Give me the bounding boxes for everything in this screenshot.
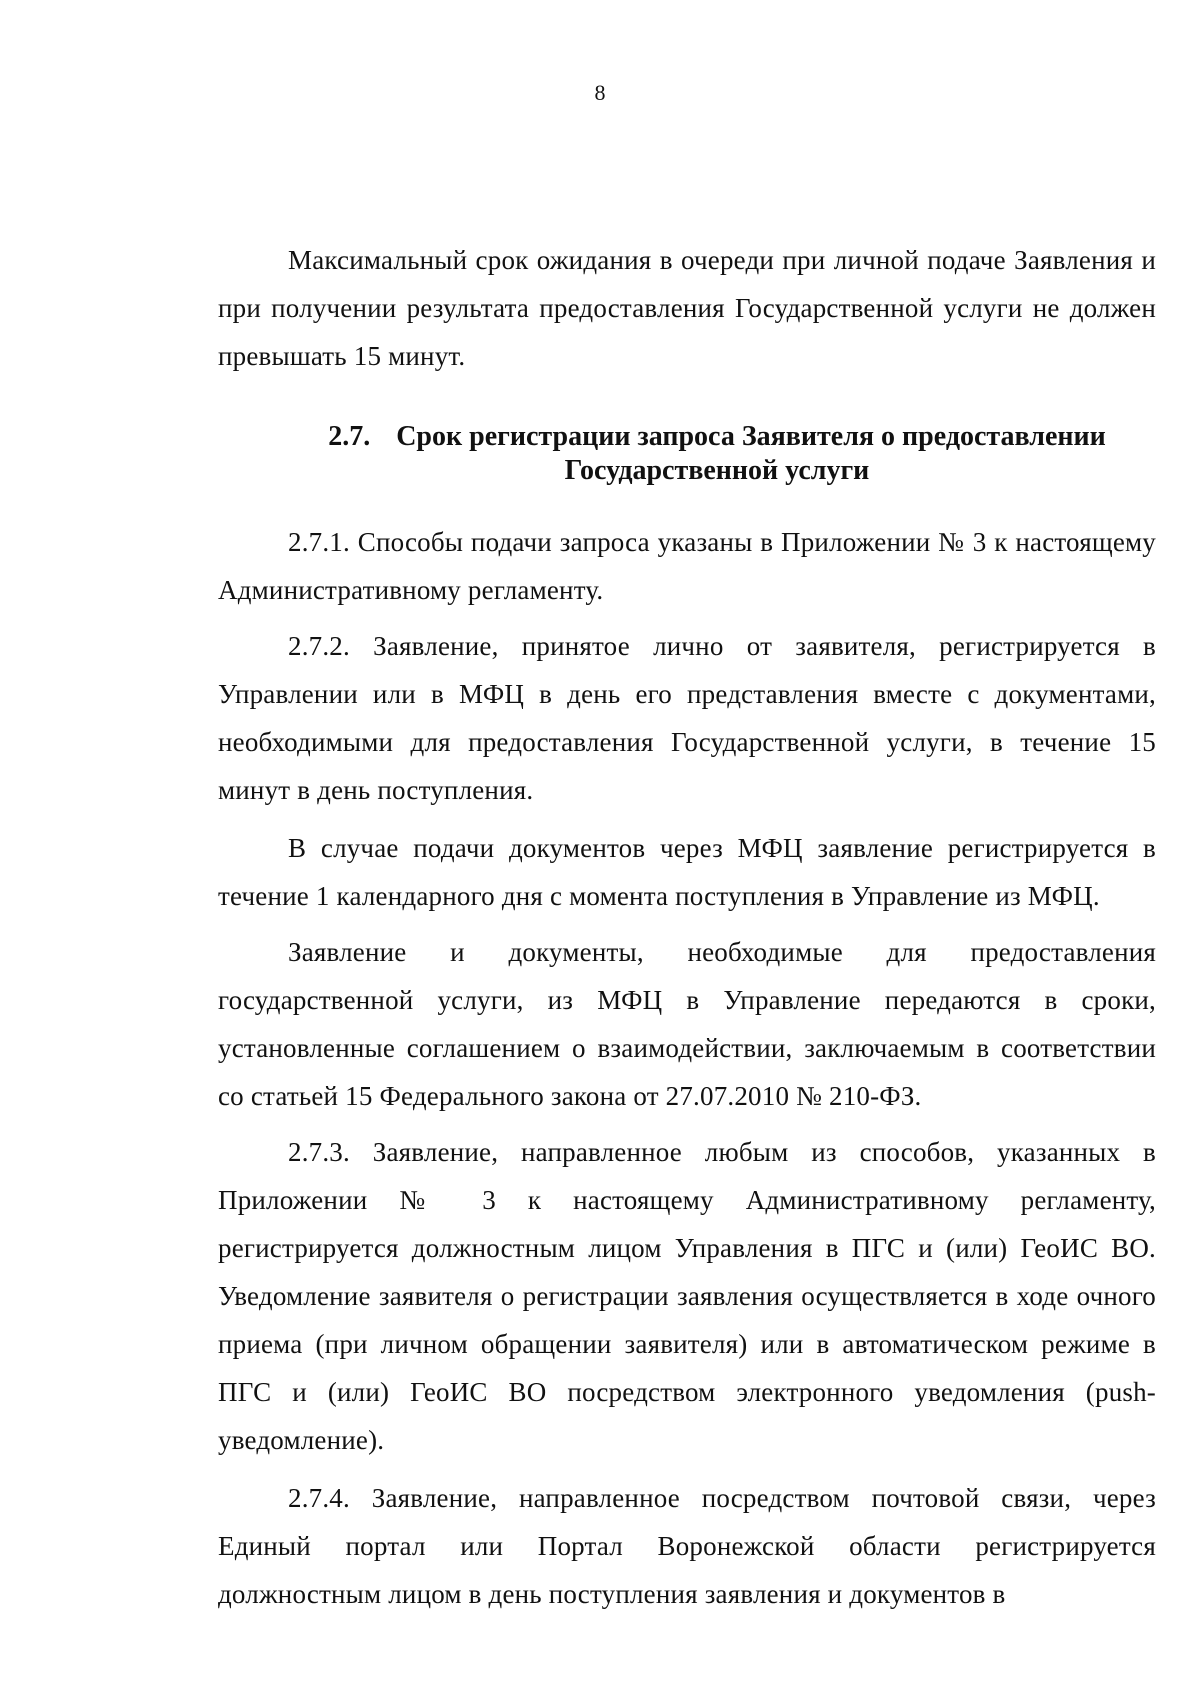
paragraph-mfc-registration: В случае подачи документов через МФЦ заявление регистрируется в течение 1 календарного дня с момента поступления в Управление из МФЦ. [218,833,1156,911]
paragraph-2-7-2: 2.7.2. Заявление, принятое лично от заявителя, регистрируется в Управлении или в МФЦ в день его представления вместе с документами, необходимыми для предоставления Государственной услуги, в течение 15 минут в день поступления. [218,631,1156,805]
section-heading-2-7 [218,420,1156,488]
paragraph-2-7-4: 2.7.4. Заявление, направленное посредством почтовой связи, через Единый портал или Портал Воронежской области регистрируется должностным лицом в день поступления заявления и документов в [218,1483,1156,1609]
document-body [218,236,1156,1618]
page-number: 8 [594,80,606,105]
section-title-line1: Срок регистрации запроса Заявителя о предоставлении [396,421,1106,452]
paragraph-max-wait-time: Максимальный срок ожидания в очереди при личной подаче Заявления и при получении результата предоставления Государственной услуги не должен превышать 15 минут. [218,245,1156,371]
section-number: 2.7. [328,421,371,452]
paragraph-2-7-3: 2.7.3. Заявление, направленное любым из способов, указанных в Приложении № 3 к настоящему Административному регламенту, регистрируется должностным лицом Управления в ПГС и (или) ГеоИС ВО. Уведомление заявителя о регистрации заявления осуществляется в ходе очного приема (при личном обращении заявителя) или в автоматическом режиме в ПГС и (или) ГеоИС ВО посредством электронного уведомления (push-уведомление). [218,1137,1156,1455]
paragraph-mfc-transfer: Заявление и документы, необходимые для предоставления государственной услуги, из МФЦ в Управление передаются в сроки, установленные соглашением о взаимодействии, заключаемым в соответствии со статьей 15 Федерального закона от 27.07.2010 № 210-ФЗ. [218,937,1156,1111]
paragraph-2-7-1: 2.7.1. Способы подачи запроса указаны в Приложении № 3 к настоящему Административному регламенту. [218,527,1156,605]
section-title-line2: Государственной услуги [564,455,870,486]
